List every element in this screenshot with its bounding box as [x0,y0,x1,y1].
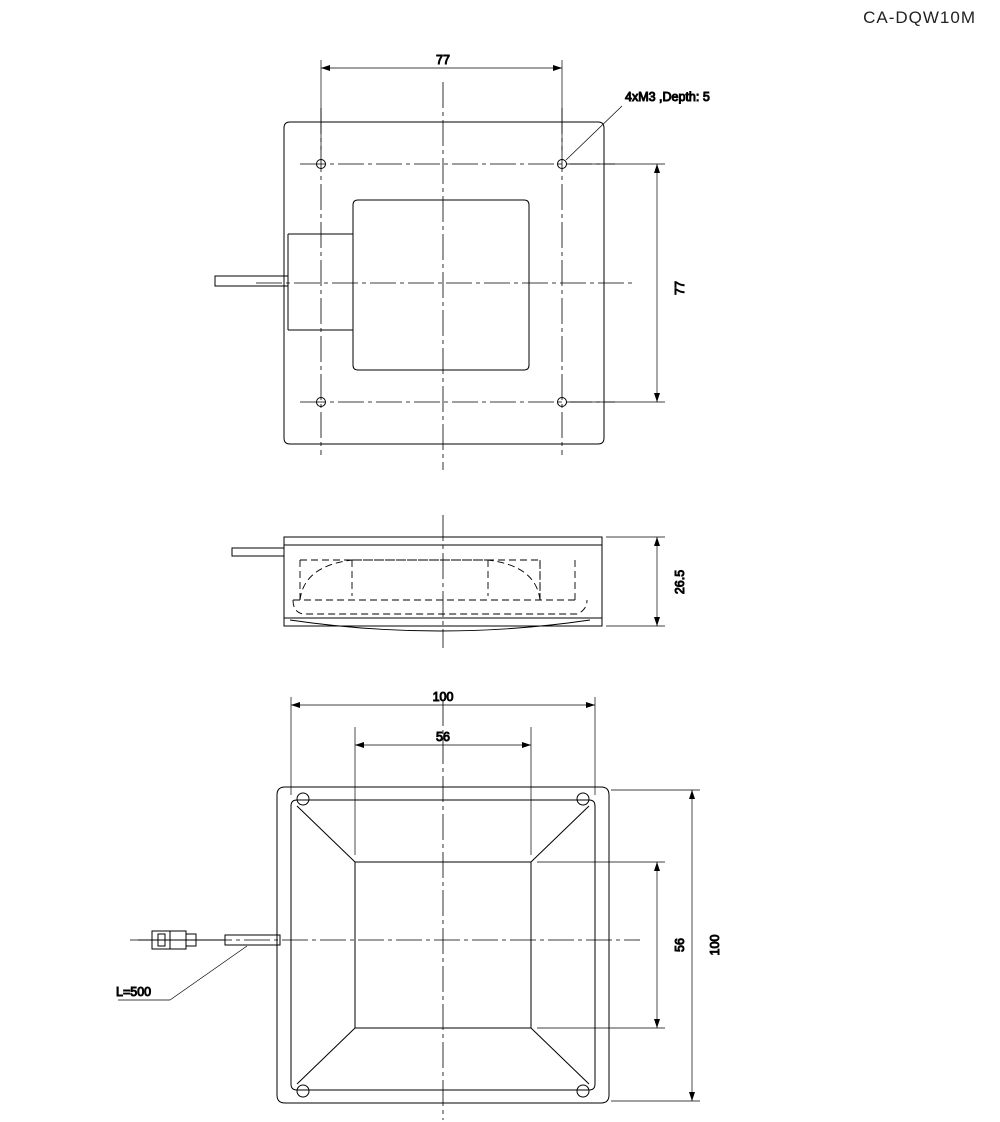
dim-rear-inner-height: 56 [673,938,687,952]
dim-side-height: 26.5 [673,569,687,595]
dim-front-right-height: 77 [673,281,687,295]
dim-rear-outer-width: 100 [432,690,454,704]
rear-view [116,690,722,1120]
front-view [215,53,710,470]
dim-front-top-width: 77 [436,53,450,67]
dim-rear-inner-width: 56 [436,730,450,744]
dim-rear-outer-height: 100 [708,934,722,956]
note-cable-length: L=500 [116,985,152,999]
side-view [232,515,687,648]
note-thread-spec: 4xM3 ,Depth: 5 [625,90,710,104]
page-title: CA-DQW10M [863,8,976,27]
